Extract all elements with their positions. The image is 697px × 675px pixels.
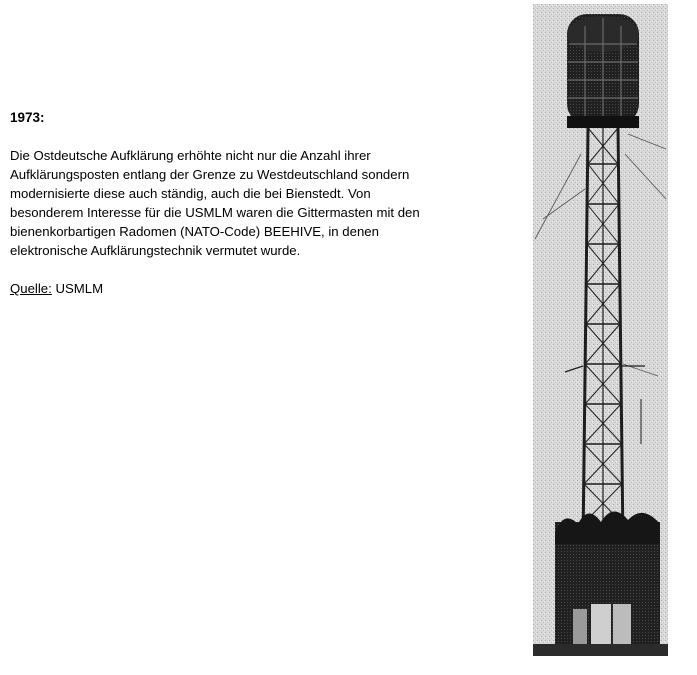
body-line: Die Ostdeutsche Aufklärung erhöhte nicht nur die Anzahl ihrer — [10, 148, 371, 163]
body-line: elektronische Aufklärungstechnik vermutet wurde. — [10, 243, 301, 258]
source-line — [10, 279, 510, 298]
lattice-mast-photo — [533, 4, 668, 656]
article-text — [10, 108, 510, 298]
body-line: bienenkorbartigen Radomen (NATO-Code) BEEHIVE, in denen — [10, 224, 379, 239]
body-paragraph — [10, 146, 510, 260]
year-heading: 1973: — [10, 110, 45, 125]
body-line: besonderem Interesse für die USMLM waren die Gittermasten mit den — [10, 205, 420, 220]
body-line: Aufklärungsposten entlang der Grenze zu Westdeutschland sondern — [10, 167, 410, 182]
body-line: modernisierte diese auch ständig, auch die bei Bienstedt. Von — [10, 186, 371, 201]
beehive-radome — [567, 14, 639, 128]
source-value: USMLM — [55, 281, 104, 296]
source-label: Quelle: — [10, 281, 52, 296]
